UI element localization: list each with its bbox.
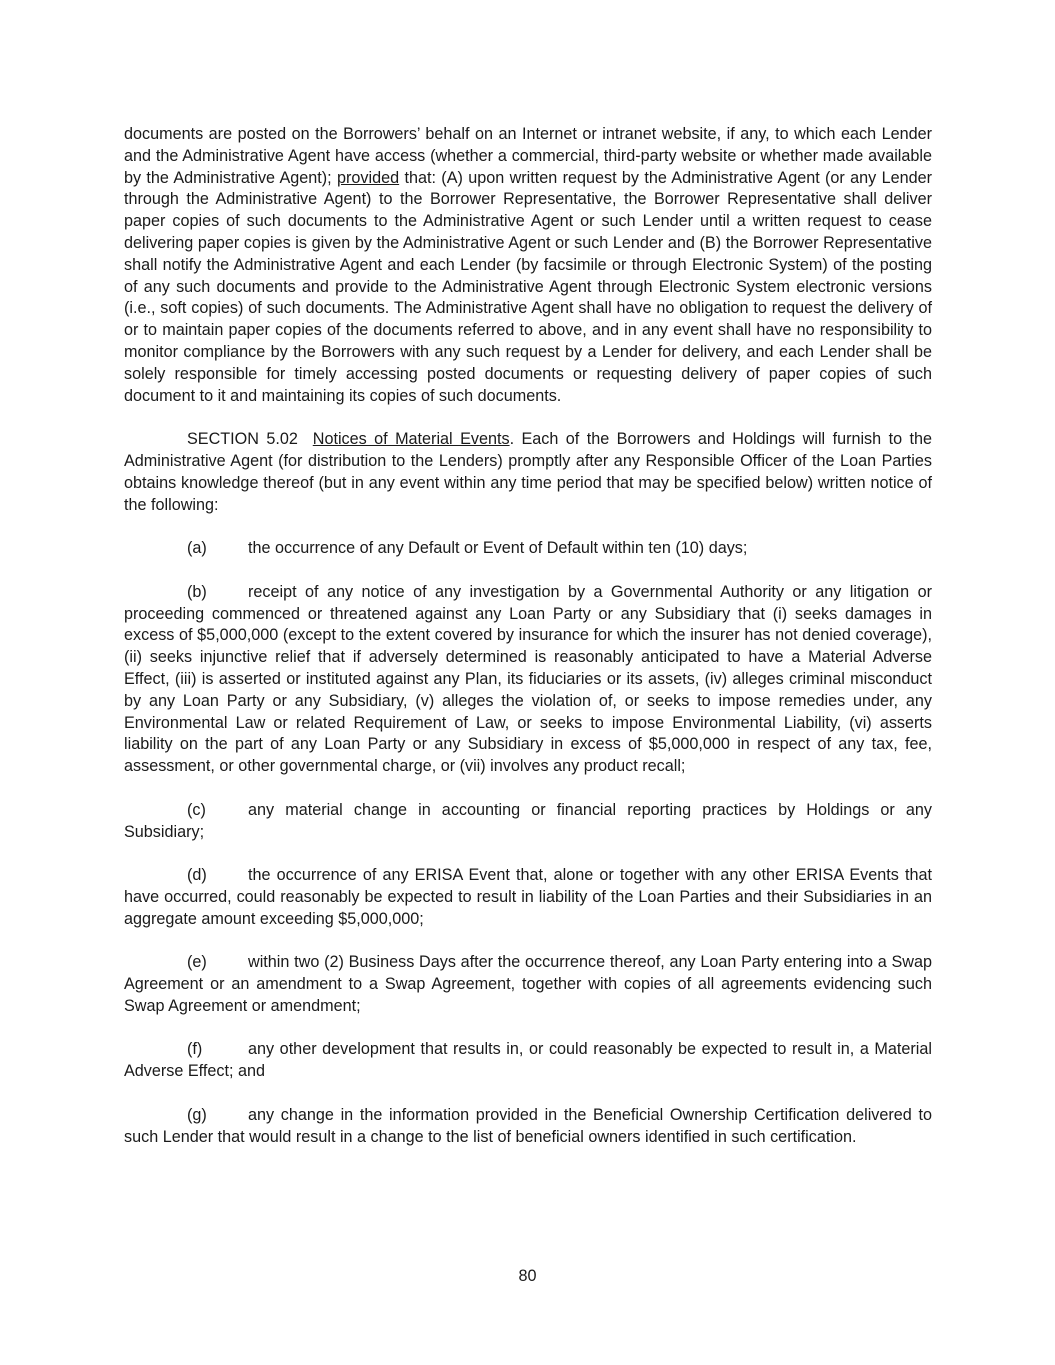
item-text: the occurrence of any ERISA Event that, alone or together with any other ERISA Events that have occurred, could reasonably be expected to result in liability of the Loan Parties and their Subsidiaries in an aggregate amount exceeding $5,000,000; [124, 866, 932, 928]
section-intro: . Each of the Borrowers and Holdings will furnish to the Administrative Agent (for distribution to the Lenders) promptly after any Responsible Officer of the Loan Parties obtains knowledge thereof (but in any event within any time period that may be specified below) written notice of the following: [124, 430, 933, 514]
document-page [124, 124, 932, 1170]
list-item [124, 1105, 932, 1149]
item-text: any other development that results in, or could reasonably be expected to result in, a Material Adverse Effect; and [124, 1040, 932, 1081]
continuation-text-end: that: (A) upon written request by the Administrative Agent (or any Lender through the Administrative Agent) to the Borrower Representative, the Borrower Representative shall deliver paper copies of such documents to the Administrative Agent or such Lender until a written request to cease delivering paper copies is given by the Administrative Agent or such Lender and (B) the Borrower Representative shall notify the Administrative Agent and each Lender (by facsimile or through Electronic System) of the posting of any such documents and provide to the Administrative Agent through Electronic System electronic versions (i.e., soft copies) of such documents. The Administrative Agent shall have no obligation to request the delivery of or to maintain paper copies of the documents referred to above, and in any event shall have no responsibility to monitor compliance by the Borrowers with any such request by a Lender for delivery, and each Lender shall be solely responsible for timely accessing posted documents or requesting delivery of paper copies of such document to it and maintaining its copies of such documents. [124, 168, 932, 405]
continuation-paragraph [124, 124, 932, 407]
item-marker: (f) [187, 1040, 203, 1059]
item-marker: (b) [187, 582, 207, 601]
item-marker: (c) [187, 800, 206, 819]
page-number: 80 [518, 1267, 537, 1285]
item-text: receipt of any notice of any investigation by a Governmental Authority or any litigation or proceeding commenced or threatened against any Loan Party or any Subsidiary that (i) seeks damages in excess of $5,000,000 (except to the extent covered by insurance for which the insurer has not denied coverage), (ii) seeks injunctive relief that if adversely determined is reasonably anticipated to have a Material Adverse Effect, (iii) is asserted or instituted against any Plan, its fiduciaries or its assets, (iv) alleges criminal misconduct by any Loan Party or any Subsidiary, (v) alleges the violation of, or seeks to impose remedies under, any Environmental Law or related Requirement of Law, or seeks to impose Environmental Liability, (vi) asserts liability on the part of any Loan Party or any Subsidiary in excess of $5,000,000 in respect of any tax, fee, assessment, or other governmental charge, or (vii) involves any product recall; [124, 582, 932, 776]
list-item [124, 865, 932, 930]
list-item [124, 582, 932, 778]
item-text: any material change in accounting or financial reporting practices by Holdings or any Subsidiary; [124, 800, 932, 841]
list-item [124, 952, 932, 1017]
list-item [124, 1039, 932, 1083]
list-item [124, 800, 932, 844]
item-marker: (g) [187, 1105, 207, 1124]
item-text: the occurrence of any Default or Event of Default within ten (10) days; [248, 539, 748, 558]
section-title: Notices of Material Events [312, 430, 510, 449]
item-marker: (a) [187, 539, 207, 558]
provided-term: provided [337, 168, 400, 187]
continuation-text-start: documents are posted on the Borrowers’ behalf on an Internet or intranet website, if any, to which each Lender and the Administrative Agent have access (whether a commercial, third-party website or whether made available by the Administrative Agent); [124, 125, 932, 187]
item-text: any change in the information provided in the Beneficial Ownership Certification delivered to such Lender that would result in a change to the list of beneficial owners identified in such certification. [124, 1105, 932, 1146]
item-text: within two (2) Business Days after the occurrence thereof, any Loan Party entering into a Swap Agreement or an amendment to a Swap Agreement, together with copies of all agreements evidencing such Swap Agreement or amendment; [124, 953, 932, 1015]
list-item [124, 538, 932, 560]
item-marker: (d) [187, 866, 207, 885]
item-marker: (e) [187, 953, 207, 972]
section-number: SECTION 5.02 [187, 430, 298, 449]
section-5-02-paragraph [124, 429, 932, 516]
